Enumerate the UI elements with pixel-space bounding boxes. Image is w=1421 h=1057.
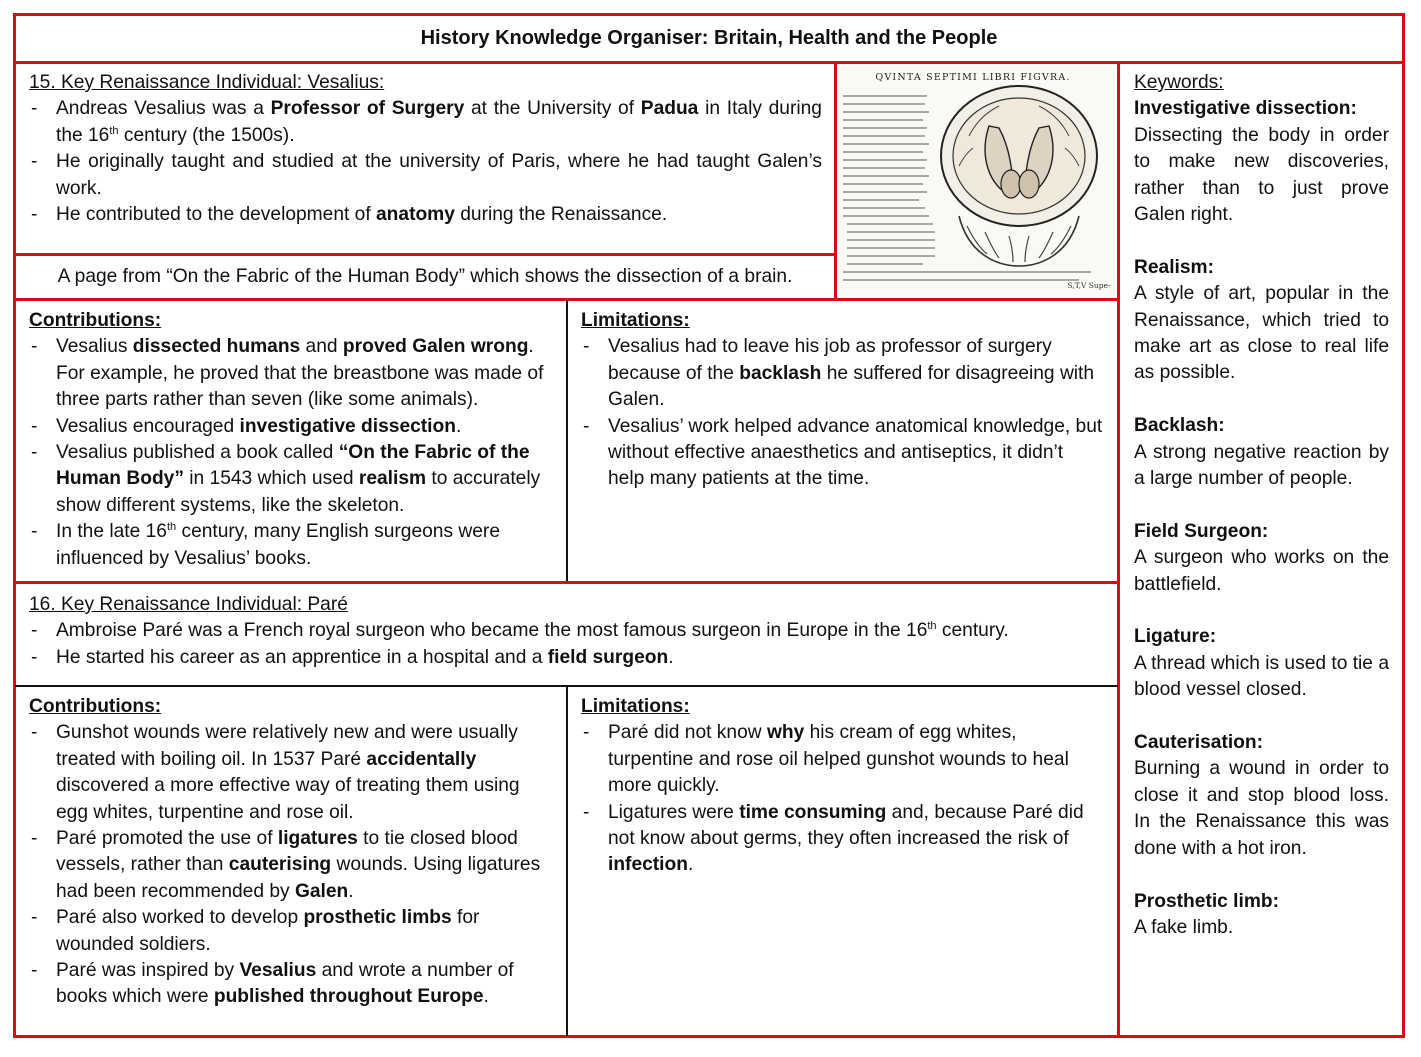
bullet-point: - Andreas Vesalius was a Professor of Surgery at the University of Padua in Italy during the 16th century (the 1500s). <box>29 96 822 149</box>
bullet-point: - Vesalius had to leave his job as professor of surgery because of the backlash he suffered for disagreeing with Galen. <box>581 334 1103 413</box>
keyword-definition: A strong negative reaction by a large number of people. <box>1134 441 1389 490</box>
keyword-spacer <box>1134 228 1389 254</box>
vesalius-contributions <box>29 308 551 572</box>
keyword-definition: A surgeon who works on the battlefield. <box>1134 547 1389 595</box>
bullet-point: - Vesalius published a book called “On the Fabric of the Human Body” in 1543 which used realism to accurately show different systems, like the skeleton. <box>29 440 551 519</box>
vesalius-points <box>29 96 822 228</box>
brain-dissection-image <box>839 66 1115 296</box>
divider-title <box>13 61 1405 64</box>
vesalius-limitations-points <box>581 334 1103 492</box>
keyword-definition: A fake limb. <box>1134 916 1234 938</box>
divider-vesalius-columns <box>566 300 568 582</box>
divider-keywords-column <box>1117 61 1120 1038</box>
divider-pare-section <box>13 581 1119 584</box>
keywords-heading: Keywords: <box>1134 72 1224 93</box>
keyword-term: Cauterisation: <box>1134 732 1264 754</box>
keywords-list <box>1134 96 1389 941</box>
vesalius-limitations-heading: Limitations: <box>581 310 690 331</box>
pare-section <box>29 592 1109 671</box>
bullet-point: - He contributed to the development of anatomy during the Renaissance. <box>29 202 822 228</box>
keyword-definition: A thread which is used to tie a blood vessel closed. <box>1134 652 1389 701</box>
bullet-point: - He originally taught and studied at the university of Paris, where he had taught Galen’s work. <box>29 149 822 202</box>
keyword-definition: Burning a wound in order to close it and stop blood loss. In the Renaissance this was done with a hot iron. <box>1134 758 1389 859</box>
bullet-point: - Ambroise Paré was a French royal surgeon who became the most famous surgeon in Europe in the 16th century. <box>29 618 1109 644</box>
keyword-definition: A style of art, popular in the Renaissance, which tried to make art as close to real life as possible. <box>1134 283 1389 384</box>
pare-limitations <box>581 694 1103 879</box>
bullet-point: - Paré promoted the use of ligatures to tie closed blood vessels, rather than cauterising wounds. Using ligatures had been recommended by Galen. <box>29 826 555 905</box>
bullet-point: - In the late 16th century, many English surgeons were influenced by Vesalius’ books. <box>29 519 551 572</box>
keyword-term: Ligature: <box>1134 626 1217 648</box>
bullet-point: - Vesalius encouraged investigative dissection. <box>29 414 551 440</box>
pare-limitations-points <box>581 720 1103 878</box>
page-title: History Knowledge Organiser: Britain, Health and the People <box>420 27 998 50</box>
vesalius-limitations <box>581 308 1103 493</box>
vesalius-contributions-heading: Contributions: <box>29 310 162 331</box>
bullet-point: - Vesalius’ work helped advance anatomical knowledge, but without effective anaesthetics and antiseptics, it didn’t help many patients at the time. <box>581 414 1103 493</box>
bullet-point: - Ligatures were time consuming and, because Paré did not know about germs, they often increased the risk of infection. <box>581 800 1103 879</box>
bullet-point: - Paré was inspired by Vesalius and wrote a number of books which were published throughout Europe. <box>29 958 555 1011</box>
pare-points <box>29 618 1109 671</box>
vesalius-heading: 15. Key Renaissance Individual: Vesalius: <box>29 72 385 93</box>
image-caption: A page from “On the Fabric of the Human Body” which shows the dissection of a brain. <box>57 266 793 287</box>
vesalius-section <box>29 70 822 228</box>
keyword-term: Field Surgeon: <box>1134 520 1269 542</box>
divider-pare-columns <box>566 686 568 1036</box>
keyword-term: Backlash: <box>1134 415 1225 437</box>
pare-limitations-heading: Limitations: <box>581 696 690 717</box>
keyword-term: Investigative dissection: <box>1134 98 1357 120</box>
bullet-point: - Gunshot wounds were relatively new and were usually treated with boiling oil. In 1537 Paré accidentally discovered a more effective way of treating them using egg whites, turpentine and rose oil. <box>29 720 555 826</box>
keyword-spacer <box>1134 387 1389 413</box>
pare-heading: 16. Key Renaissance Individual: Paré <box>29 594 348 615</box>
bullet-point: - He started his career as an apprentice in a hospital and a field surgeon. <box>29 645 1109 671</box>
divider-image-column <box>834 61 837 301</box>
keyword-term: Realism: <box>1134 256 1214 278</box>
vesalius-contributions-points <box>29 334 551 572</box>
bullet-point: - Paré also worked to develop prosthetic limbs for wounded soldiers. <box>29 905 555 958</box>
pare-contributions-points <box>29 720 555 1010</box>
keyword-spacer <box>1134 862 1389 888</box>
image-header-text: QVINTA SEPTIMI LIBRI FIGVRA. <box>875 72 1071 83</box>
keyword-spacer <box>1134 492 1389 518</box>
bullet-point: - Vesalius dissected humans and proved Galen wrong. For example, he proved that the breastbone was made of three parts rather than seven (like some animals). <box>29 334 551 413</box>
pare-contributions-heading: Contributions: <box>29 696 162 717</box>
keyword-spacer <box>1134 598 1389 624</box>
keywords-panel <box>1134 70 1389 941</box>
keyword-term: Prosthetic limb: <box>1134 890 1279 912</box>
keyword-definition: Dissecting the body in order to make new discoveries, rather than to just prove Galen right. <box>1134 124 1389 226</box>
pare-contributions <box>29 694 555 1011</box>
image-footer-text: S,T,V Supe- <box>1067 281 1111 290</box>
bullet-point: - Paré did not know why his cream of egg whites, turpentine and rose oil helped gunshot wounds to heal more quickly. <box>581 720 1103 799</box>
keyword-spacer <box>1134 704 1389 730</box>
